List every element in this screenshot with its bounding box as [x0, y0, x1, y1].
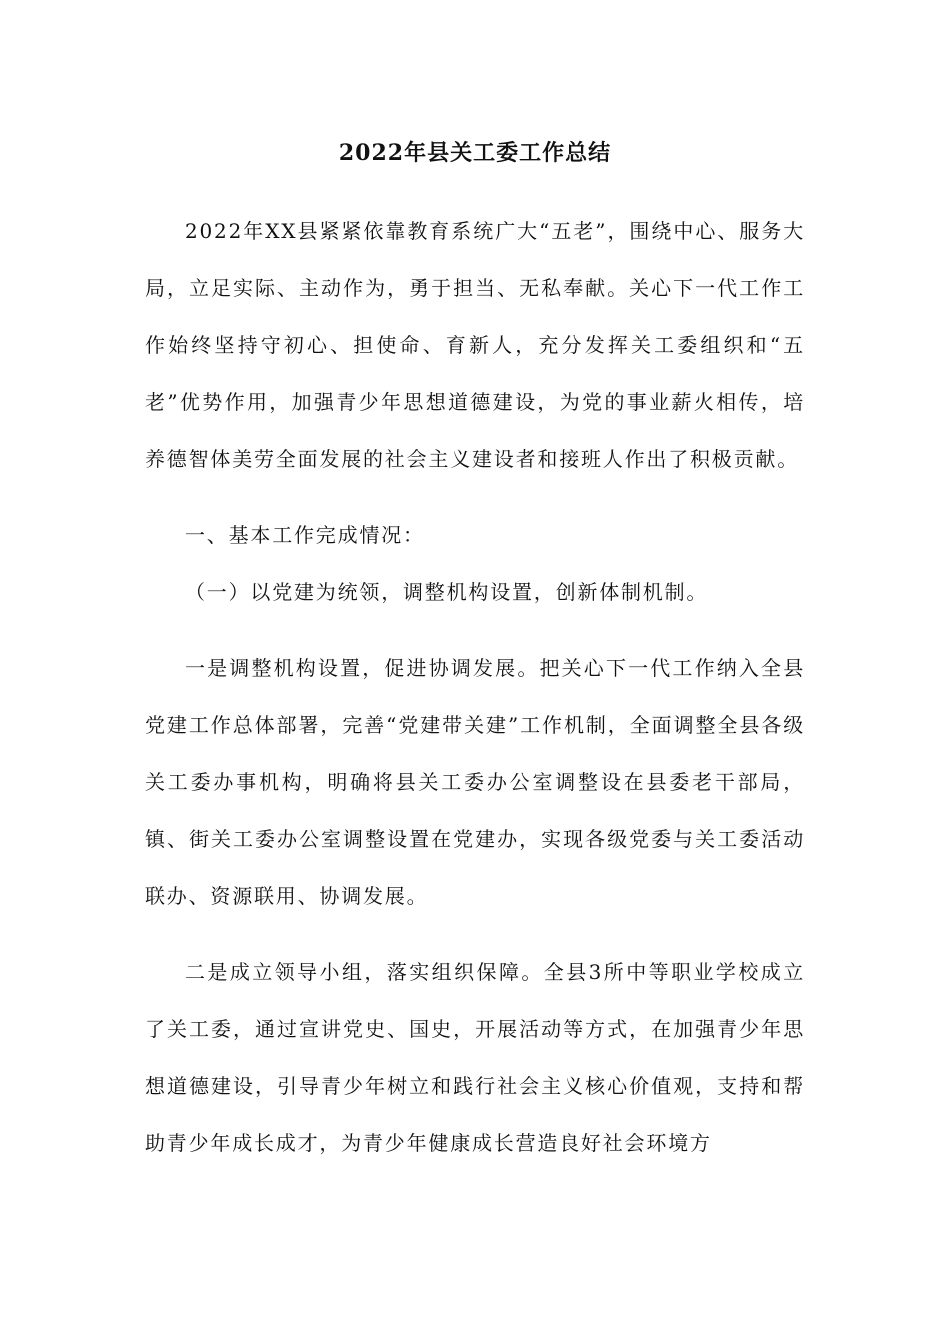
section-heading-basic-work: 一、基本工作完成情况： — [185, 523, 425, 547]
document-title: 2022年县关工委工作总结 — [338, 140, 612, 166]
paragraph-adjust-institutions: 一是调整机构设置，促进协调发展。把关心下一代工作纳入全县党建工作总体部署，完善“党建带关建”工作机制，全面调整全县各级关工委办事机构，明确将县关工委办公室调整设在县委老干部局，镇、街关工委办公室调整设置在党建办，实现各级党委与关工委活动联办、资源联用、协调发展。 — [145, 656, 805, 908]
subsection-heading-party-building: （一）以党建为统领，调整机构设置，创新体制机制。 — [185, 580, 709, 604]
intro-paragraph: 2022年XX县紧紧依靠教育系统广大“五老”，围绕中心、服务大局，立足实际、主动作为，勇于担当、无私奉献。关心下一代工作工作始终坚持守初心、担使命、育新人，充分发挥关工委组织和“五老”优势作用，加强青少年思想道德建设，为党的事业薪火相传，培养德智体美劳全面发展的社会主义建设者和接班人作出了积极贡献。 — [145, 219, 805, 471]
paragraph-leading-group: 二是成立领导小组，落实组织保障。全县3所中等职业学校成立了关工委，通过宣讲党史、国史，开展活动等方式，在加强青少年思想道德建设，引导青少年树立和践行社会主义核心价值观，支持和帮助青少年成长成才，为青少年健康成长营造良好社会环境方 — [145, 960, 805, 1155]
document-body — [145, 203, 805, 1172]
